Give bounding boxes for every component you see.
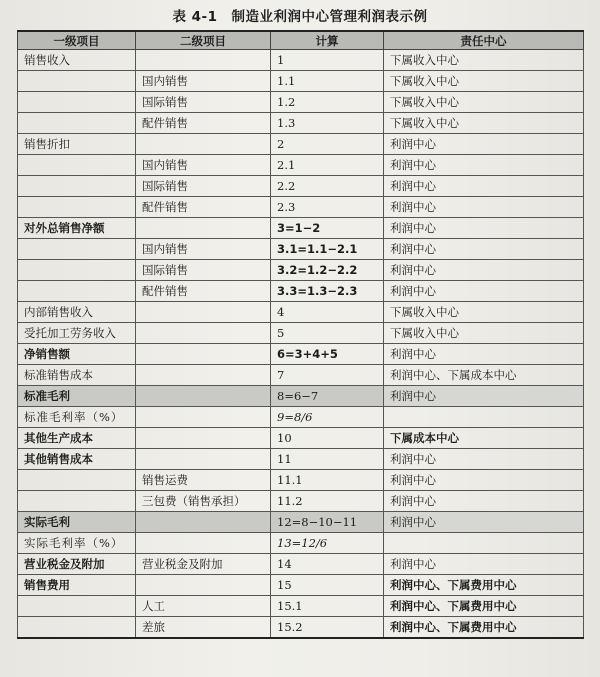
level2-item-cell: 国内销售 xyxy=(136,71,271,92)
level2-item-cell: 配件销售 xyxy=(136,197,271,218)
table-row xyxy=(18,155,584,176)
level1-item-cell: 对外总销售净额 xyxy=(18,218,136,239)
level2-item-cell xyxy=(136,218,271,239)
responsibility-center-cell: 下属成本中心 xyxy=(384,428,584,449)
level1-item-cell: 标准毛利率（%） xyxy=(18,407,136,428)
calculation-cell: 11 xyxy=(271,449,384,470)
level1-item-cell xyxy=(18,596,136,617)
calculation-cell: 12=8−10−11 xyxy=(271,512,384,533)
calculation-cell: 3.2=1.2−2.2 xyxy=(271,260,384,281)
level2-item-cell: 销售运费 xyxy=(136,470,271,491)
level1-item-cell xyxy=(18,260,136,281)
level1-item-cell xyxy=(18,470,136,491)
profit-statement-table xyxy=(17,30,584,639)
table-row xyxy=(18,554,584,575)
responsibility-center-cell: 下属收入中心 xyxy=(384,71,584,92)
level2-item-cell xyxy=(136,302,271,323)
responsibility-center-cell: 利润中心 xyxy=(384,449,584,470)
level2-item-cell xyxy=(136,134,271,155)
responsibility-center-cell: 利润中心 xyxy=(384,344,584,365)
level1-item-cell: 销售费用 xyxy=(18,575,136,596)
level1-item-cell: 实际毛利 xyxy=(18,512,136,533)
table-row xyxy=(18,512,584,533)
responsibility-center-cell: 利润中心 xyxy=(384,239,584,260)
table-row xyxy=(18,491,584,512)
table-row xyxy=(18,344,584,365)
table-row xyxy=(18,176,584,197)
table-row xyxy=(18,575,584,596)
level2-item-cell xyxy=(136,365,271,386)
calculation-cell: 11.1 xyxy=(271,470,384,491)
header-responsibility-center: 责任中心 xyxy=(384,31,584,50)
calculation-cell: 10 xyxy=(271,428,384,449)
level2-item-cell xyxy=(136,344,271,365)
level1-item-cell xyxy=(18,155,136,176)
table-row xyxy=(18,134,584,155)
level2-item-cell: 国际销售 xyxy=(136,260,271,281)
level2-item-cell xyxy=(136,533,271,554)
level1-item-cell: 净销售额 xyxy=(18,344,136,365)
level2-item-cell xyxy=(136,428,271,449)
level2-item-cell: 国内销售 xyxy=(136,155,271,176)
level2-item-cell xyxy=(136,50,271,71)
calculation-cell: 1.1 xyxy=(271,71,384,92)
level2-item-cell: 人工 xyxy=(136,596,271,617)
level2-item-cell: 国际销售 xyxy=(136,176,271,197)
level2-item-cell: 配件销售 xyxy=(136,113,271,134)
table-row xyxy=(18,260,584,281)
level2-item-cell xyxy=(136,386,271,407)
table-row xyxy=(18,92,584,113)
level2-item-cell: 国内销售 xyxy=(136,239,271,260)
responsibility-center-cell: 利润中心、下属费用中心 xyxy=(384,617,584,639)
calculation-cell: 7 xyxy=(271,365,384,386)
level2-item-cell xyxy=(136,512,271,533)
responsibility-center-cell: 下属收入中心 xyxy=(384,50,584,71)
table-row xyxy=(18,113,584,134)
responsibility-center-cell: 利润中心、下属成本中心 xyxy=(384,365,584,386)
level1-item-cell: 受托加工劳务收入 xyxy=(18,323,136,344)
table-row xyxy=(18,365,584,386)
responsibility-center-cell: 利润中心 xyxy=(384,218,584,239)
level1-item-cell: 其他销售成本 xyxy=(18,449,136,470)
table-title-text: 制造业利润中心管理利润表示例 xyxy=(231,9,428,25)
responsibility-center-cell: 利润中心、下属费用中心 xyxy=(384,596,584,617)
responsibility-center-cell: 利润中心 xyxy=(384,386,584,407)
calculation-cell: 6=3+4+5 xyxy=(271,344,384,365)
calculation-cell: 15.1 xyxy=(271,596,384,617)
calculation-cell: 15.2 xyxy=(271,617,384,639)
table-title xyxy=(0,6,600,28)
table-row xyxy=(18,407,584,428)
calculation-cell: 15 xyxy=(271,575,384,596)
calculation-cell: 1 xyxy=(271,50,384,71)
responsibility-center-cell: 利润中心 xyxy=(384,491,584,512)
calculation-cell: 1.2 xyxy=(271,92,384,113)
table-row xyxy=(18,596,584,617)
level1-item-cell: 内部销售收入 xyxy=(18,302,136,323)
level1-item-cell: 标准销售成本 xyxy=(18,365,136,386)
calculation-cell: 8=6−7 xyxy=(271,386,384,407)
table-number: 表 4-1 xyxy=(172,9,218,25)
table-row xyxy=(18,449,584,470)
responsibility-center-cell xyxy=(384,533,584,554)
level2-item-cell: 配件销售 xyxy=(136,281,271,302)
responsibility-center-cell: 下属收入中心 xyxy=(384,113,584,134)
responsibility-center-cell: 利润中心 xyxy=(384,470,584,491)
calculation-cell: 14 xyxy=(271,554,384,575)
table-row xyxy=(18,533,584,554)
table-row xyxy=(18,218,584,239)
header-level2: 二级项目 xyxy=(136,31,271,50)
table-row xyxy=(18,428,584,449)
responsibility-center-cell: 利润中心 xyxy=(384,281,584,302)
table-row xyxy=(18,470,584,491)
level1-item-cell xyxy=(18,197,136,218)
level2-item-cell: 国际销售 xyxy=(136,92,271,113)
table-row xyxy=(18,239,584,260)
level1-item-cell: 销售收入 xyxy=(18,50,136,71)
level1-item-cell xyxy=(18,176,136,197)
level1-item-cell xyxy=(18,239,136,260)
responsibility-center-cell: 下属收入中心 xyxy=(384,92,584,113)
calculation-cell: 2.3 xyxy=(271,197,384,218)
table-row xyxy=(18,281,584,302)
level2-item-cell xyxy=(136,449,271,470)
level1-item-cell xyxy=(18,71,136,92)
responsibility-center-cell: 利润中心 xyxy=(384,134,584,155)
table-body xyxy=(18,50,584,639)
header-level1: 一级项目 xyxy=(18,31,136,50)
responsibility-center-cell: 下属收入中心 xyxy=(384,323,584,344)
table-row xyxy=(18,323,584,344)
level2-item-cell xyxy=(136,575,271,596)
level1-item-cell xyxy=(18,491,136,512)
level1-item-cell: 营业税金及附加 xyxy=(18,554,136,575)
calculation-cell: 9=8/6 xyxy=(271,407,384,428)
calculation-cell: 5 xyxy=(271,323,384,344)
calculation-cell: 11.2 xyxy=(271,491,384,512)
level2-item-cell xyxy=(136,407,271,428)
calculation-cell: 2.2 xyxy=(271,176,384,197)
level1-item-cell: 销售折扣 xyxy=(18,134,136,155)
responsibility-center-cell: 利润中心 xyxy=(384,197,584,218)
header-calculation: 计算 xyxy=(271,31,384,50)
level1-item-cell xyxy=(18,113,136,134)
calculation-cell: 3.3=1.3−2.3 xyxy=(271,281,384,302)
table-row xyxy=(18,617,584,639)
responsibility-center-cell: 利润中心 xyxy=(384,155,584,176)
table-row xyxy=(18,71,584,92)
level2-item-cell: 三包费（销售承担） xyxy=(136,491,271,512)
level1-item-cell xyxy=(18,617,136,639)
level1-item-cell xyxy=(18,281,136,302)
responsibility-center-cell: 利润中心 xyxy=(384,176,584,197)
responsibility-center-cell xyxy=(384,407,584,428)
responsibility-center-cell: 利润中心 xyxy=(384,260,584,281)
table-row xyxy=(18,50,584,71)
calculation-cell: 1.3 xyxy=(271,113,384,134)
table-header-row xyxy=(18,31,584,50)
calculation-cell: 13=12/6 xyxy=(271,533,384,554)
calculation-cell: 3=1−2 xyxy=(271,218,384,239)
level2-item-cell: 营业税金及附加 xyxy=(136,554,271,575)
table-row xyxy=(18,302,584,323)
calculation-cell: 3.1=1.1−2.1 xyxy=(271,239,384,260)
responsibility-center-cell: 利润中心、下属费用中心 xyxy=(384,575,584,596)
level1-item-cell: 实际毛利率（%） xyxy=(18,533,136,554)
calculation-cell: 2.1 xyxy=(271,155,384,176)
responsibility-center-cell: 下属收入中心 xyxy=(384,302,584,323)
level1-item-cell xyxy=(18,92,136,113)
level1-item-cell: 其他生产成本 xyxy=(18,428,136,449)
calculation-cell: 2 xyxy=(271,134,384,155)
calculation-cell: 4 xyxy=(271,302,384,323)
table-row xyxy=(18,197,584,218)
responsibility-center-cell: 利润中心 xyxy=(384,512,584,533)
responsibility-center-cell: 利润中心 xyxy=(384,554,584,575)
table-row xyxy=(18,386,584,407)
level1-item-cell: 标准毛利 xyxy=(18,386,136,407)
level2-item-cell xyxy=(136,323,271,344)
level2-item-cell: 差旅 xyxy=(136,617,271,639)
